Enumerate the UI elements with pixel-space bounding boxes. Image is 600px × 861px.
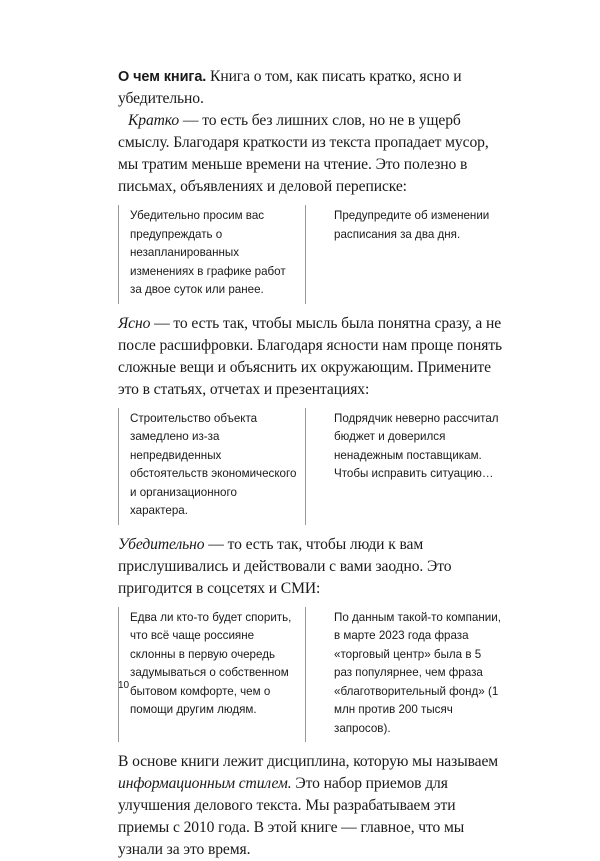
outro-text-2: Это набор приемов для улучшения делового текста. Мы разрабатываем эти приемы с 2010 года. В этой книге — главное, что мы узнали за это время. [118, 775, 465, 858]
convincing-after-example: По данным такой-то компании, в марте 2023 года фраза «торговый центр» была в 5 раз популярнее, чем фраза «благотворительный фонд» (1 млн против 200 тысяч запросов). [334, 610, 501, 735]
clear-comparison [118, 408, 510, 525]
clear-text: — то есть так, чтобы мысль была понятна сразу, а не после расшифровки. Благодаря ясности нам проще понять сложные вещи и объяснить их окружающим. Примените это в статьях, отчетах и презентациях: [118, 314, 503, 398]
clear-before-example: Строительство объекта замедлено из-за непредвиденных обстоятельств экономического и организационного характера. [118, 408, 306, 525]
convincing-before-example: Едва ли кто-то будет спорить, что всё чаще россияне склонны в первую очередь задумываться о собственном бытовом комфорте, чем о помощи другим людям. [118, 607, 306, 743]
concise-paragraph [118, 110, 510, 198]
convincing-paragraph [118, 534, 510, 600]
page-number: 10 [118, 680, 130, 691]
outro-paragraph [118, 751, 510, 861]
intro-lead: О чем книга. [118, 69, 207, 85]
outro-term: информационным стилем. [118, 775, 292, 792]
concise-text: — то есть без лишних слов, но не в ущерб смыслу. Благодаря краткости из текста пропадает мусор, мы тратим меньше времени на чтение. Это полезно в письмах, объявлениях и деловой переписке: [118, 112, 489, 195]
clear-after-example: Подрядчик неверно рассчитал бюджет и доверился ненадежным поставщикам. Чтобы исправить ситуацию… [334, 411, 499, 480]
outro-text-1: В основе книги лежит дисциплина, которую мы называем [118, 753, 499, 770]
concise-after-example: Предупредите об изменении расписания за два дня. [334, 209, 490, 241]
book-page-body [118, 66, 510, 861]
clear-term: Ясно [118, 314, 151, 332]
clear-paragraph [118, 313, 510, 401]
concise-term: Кратко [128, 112, 180, 129]
concise-comparison [118, 205, 510, 304]
intro-text: Книга о том, как писать кратко, ясно и убедительно. [118, 68, 462, 107]
convincing-comparison [118, 607, 510, 743]
intro-paragraph [118, 66, 510, 110]
concise-before-example: Убедительно просим вас предупреждать о незапланированных изменениях в графике работ за двое суток или ранее. [118, 205, 306, 304]
convincing-text: — то есть так, чтобы люди к вам прислушивались и действовали с вами заодно. Это пригодится в соцсетях и СМИ: [118, 535, 452, 597]
convincing-term: Убедительно [118, 535, 205, 553]
